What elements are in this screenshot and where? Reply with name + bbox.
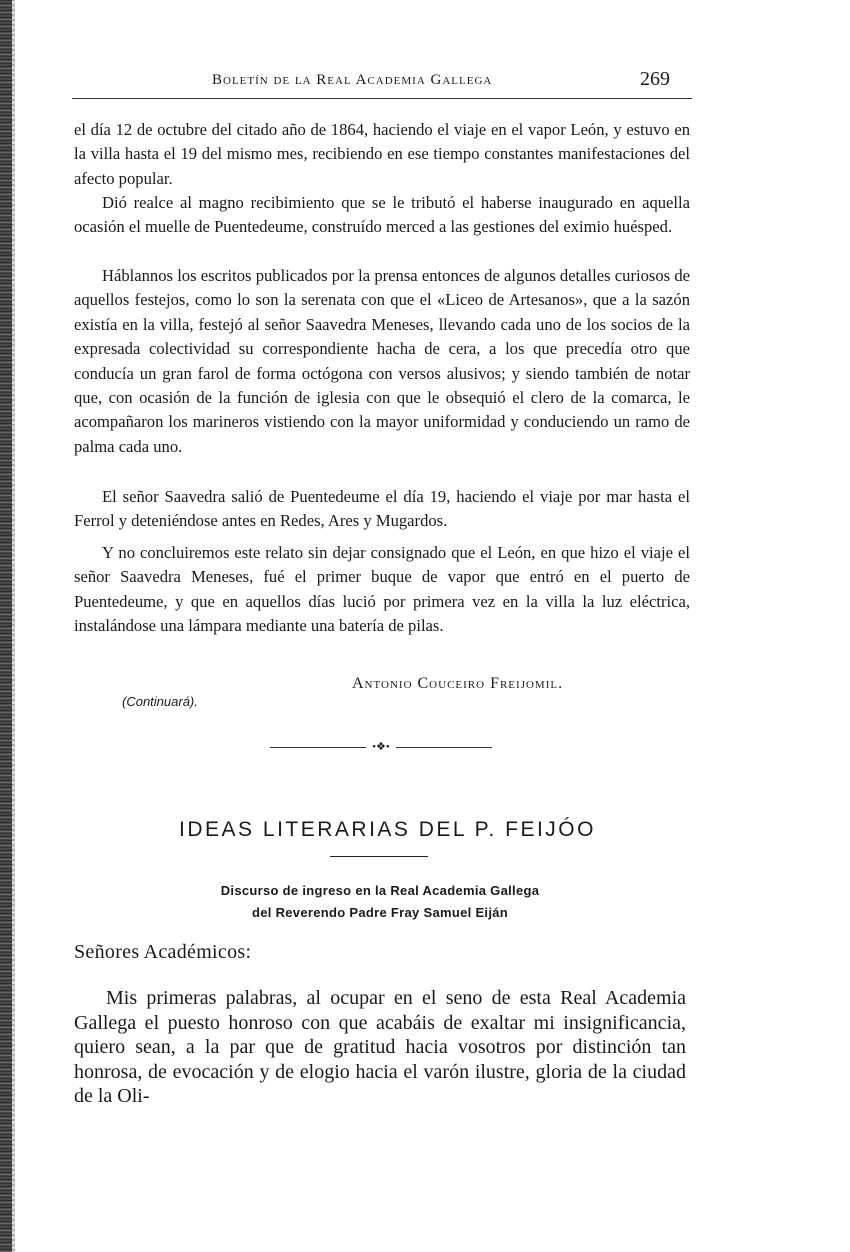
speech-opening-paragraph: Mis primeras palabras, al ocupar en el seno de esta Real Academia Gallega el puesto honroso con que acabáis de exaltar mi insignificancia, quiero sean, a la par que de gratitud hacia vosotros por distinción tan honrosa, de evocación y de elogio hacia el varón ilustre, gloria de la ciudad de la Oli- [74,987,686,1108]
title-underline [330,856,428,857]
paragraph-2: Dió realce al magno recibimiento que se le tributó el haberse inaugurado en aquella ocasión el muelle de Puentedeume, construído merced a las gestiones del eximio huésped. [74,193,690,237]
continuation-note: (Continuará). [122,694,198,709]
paragraph-3: Háblannos los escritos publicados por la prensa entonces de algunos detalles curiosos de aquellos festejos, como lo son la serenata con que el «Liceo de Artesanos», que a la sazón existía en la villa, festejó al señor Saavedra Meneses, llevando cada uno de los socios de la expresada colectividad su correspondiente hacha de cera, a los que precedía otro que conducía un gran farol de forma octógona con versos alusivos; y siendo también de notar que, con ocasión de la función de iglesia con que le obsequió el clero de la comarca, le acompañaron los marineros vistiendo con la mayor uniformidad y conduciendo un ramo de palma cada uno. [74,266,690,456]
author-signature: Antonio Couceiro Freijomil. [352,675,564,692]
speech-salutation: Señores Académicos: [74,941,252,963]
divider-line-right [396,747,492,748]
article-title: IDEAS LITERARIAS DEL P. FEIJÓO [179,818,596,841]
article-subtitle-line-2: del Reverendo Padre Fray Samuel Eiján [251,905,509,920]
page-number: 269 [640,68,670,90]
divider-ornament-icon: •❖• [372,741,390,753]
divider-line-left [270,747,366,748]
paragraph-1: el día 12 de octubre del citado año de 1864, haciendo el viaje en el vapor León, y estuvo en la villa hasta el 19 del mismo mes, recibiendo en ese tiempo constantes manifestaciones del afecto popular. [74,120,690,188]
page-gutter-shadow [12,0,15,1252]
book-spine-edge [0,0,12,1252]
running-head: Boletín de la Real Academia Gallega [212,72,493,88]
page-header [72,66,692,99]
paragraph-4: El señor Saavedra salió de Puentedeume el día 19, haciendo el viaje por mar hasta el Ferrol y deteniéndose antes en Redes, Ares y Mugardos. [74,487,690,531]
article-subtitle-line-1: Discurso de ingreso en la Real Academia Gallega [220,883,540,898]
paragraph-5: Y no concluiremos este relato sin dejar consignado que el León, en que hizo el viaje el señor Saavedra Meneses, fué el primer buque de vapor que entró en el puerto de Puentedeume, y que en aquellos días lució por primera vez en la villa la luz eléctrica, instalándose una lámpara mediante una batería de pilas. [74,543,690,636]
section-divider [270,739,492,755]
